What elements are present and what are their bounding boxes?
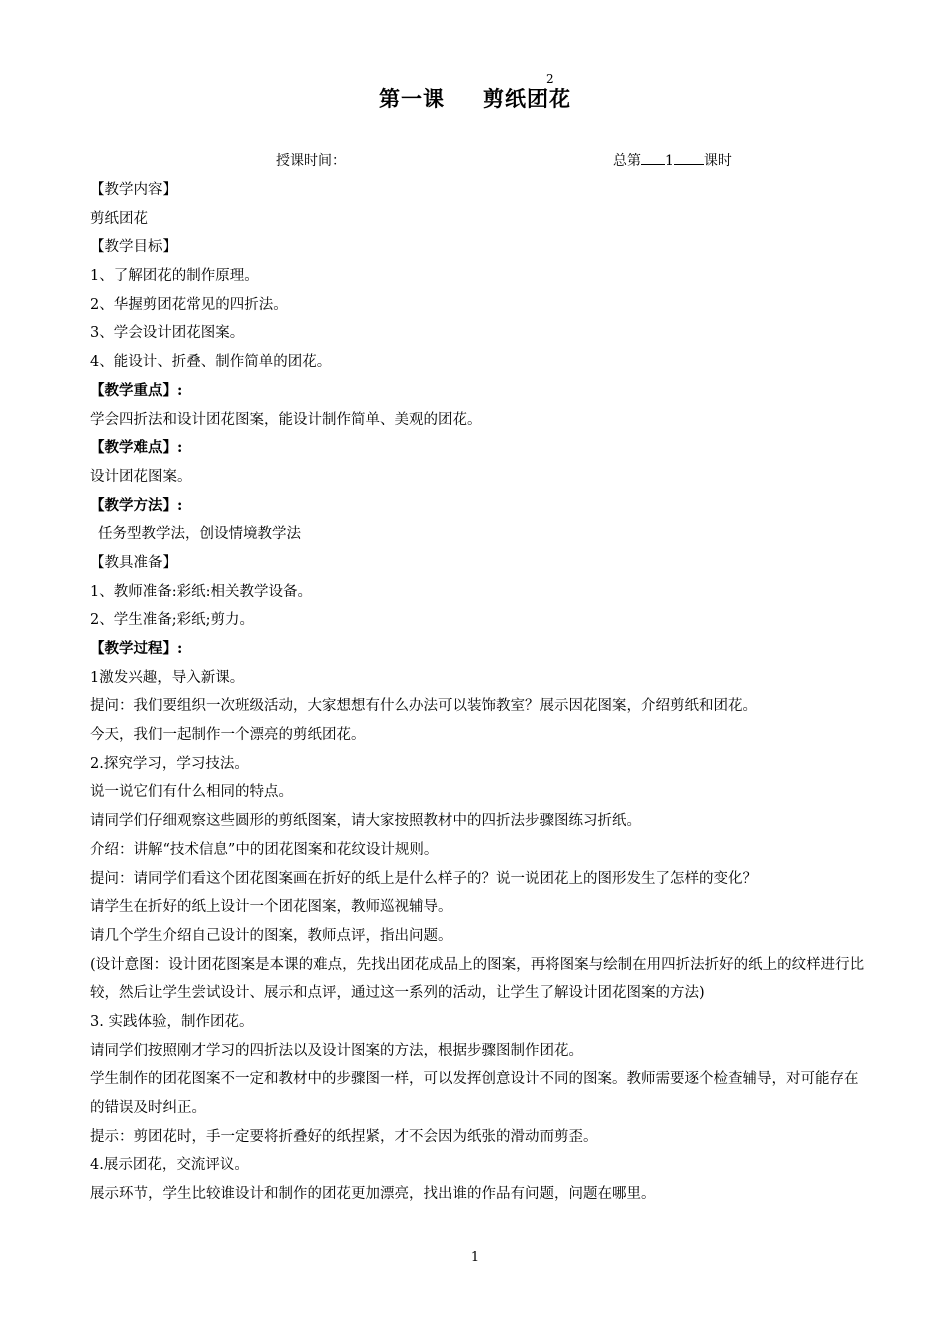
list-item: 2、华握剪团花常见的四折法。 [90, 296, 288, 313]
paragraph: 请同学们仔细观察这些圆形的剪纸图案，请大家按照教材中的四折法步骤图练习折纸。 [90, 813, 641, 830]
lesson-body [90, 176, 870, 1209]
section-heading: 【教学重点】: [90, 381, 183, 399]
step-heading: 3. 实践体验，制作团花。 [90, 1013, 254, 1030]
step-heading: 1激发兴趣，导入新课。 [90, 669, 245, 686]
paragraph: 请几个学生介绍自己设计的图案，教师点评，指出问题。 [90, 927, 453, 944]
step-heading: 4.展示团花，交流评议。 [90, 1157, 249, 1174]
paragraph: 介绍：讲解“技术信息”中的团花图案和花纹设计规则。 [90, 841, 439, 858]
paragraph: 说一说它们有什么相同的特点。 [90, 784, 293, 801]
section-heading: 【教学过程】: [90, 640, 183, 657]
list-item: 2、学生准备;彩纸;剪力。 [90, 612, 254, 629]
design-intent-paragraph: (设计意图：设计团花图案是本课的难点，先找出团花成品上的图案，再将图案与绘制在用四折法折好的纸上的纹样进行比较，然后让学生尝试设计、展示和点评，通过这一系列的活动，让学生了解设计团花图案的方法) [90, 956, 865, 1002]
total-lessons [613, 150, 732, 172]
list-item: 1、教师准备:彩纸:相关教学设备。 [90, 583, 312, 600]
total-blank-right [674, 164, 704, 165]
paragraph: 提问：请同学们看这个团花图案画在折好的纸上是什么样子的？说一说团花上的图形发生了怎样的变化？ [90, 870, 757, 887]
teaching-time-label: 授课时间： [276, 153, 346, 169]
list-item: 4、能设计、折叠、制作简单的团花。 [90, 354, 332, 371]
paragraph: 提示：剪团花时，手一定要将折叠好的纸捏紧，才不会因为纸张的滑动而剪歪。 [90, 1128, 598, 1145]
section-heading: 【教学方法】: [90, 496, 183, 514]
section-heading: 【教学目标】 [90, 239, 177, 256]
superscript-number: 2 [546, 72, 554, 86]
title-lesson-number: 第一课 [379, 87, 445, 111]
paragraph: 请学生在折好的纸上设计一个团花图案，教师巡视辅导。 [90, 899, 453, 916]
total-suffix: 课时 [703, 153, 732, 169]
page-number: 1 [470, 1250, 480, 1265]
meta-row [0, 150, 950, 172]
paragraph: 学会四折法和设计团花图案，能设计制作简单、美观的团花。 [90, 411, 482, 428]
step-heading: 2.探究学习，学习技法。 [90, 755, 249, 772]
list-item: 3、学会设计团花图案。 [90, 325, 245, 342]
paragraph: 学生制作的团花图案不一定和教材中的步骤图一样，可以发挥创意设计不同的图案。教师需要逐个检查辅导，对可能存在的错误及时纠正。 [90, 1071, 859, 1117]
paragraph: 今天，我们一起制作一个漂亮的剪纸团花。 [90, 727, 366, 744]
section-heading: 【教学难点】: [90, 439, 183, 457]
page-title [0, 84, 950, 114]
paragraph: 任务型教学法，创设情境教学法 [98, 526, 301, 543]
total-prefix: 总第 [613, 153, 641, 169]
paragraph: 提问：我们要组织一次班级活动，大家想想有什么办法可以装饰教室？展示因花图案，介绍剪纸和团花。 [90, 698, 757, 715]
paragraph: 剪纸团花 [90, 210, 148, 227]
section-heading: 【教学内容】 [90, 182, 177, 198]
title-lesson-name: 剪纸团花 [483, 87, 571, 111]
section-heading: 【教具准备】 [90, 554, 177, 571]
paragraph: 请同学们按照刚才学习的四折法以及设计图案的方法，根据步骤图制作团花。 [90, 1042, 583, 1059]
paragraph: 展示环节，学生比较谁设计和制作的团花更加漂亮，找出谁的作品有问题，问题在哪里。 [90, 1186, 656, 1203]
total-value: 1 [665, 153, 674, 169]
paragraph: 设计团花图案。 [90, 468, 192, 485]
list-item: 1、了解团花的制作原理。 [90, 268, 259, 285]
total-blank-left [641, 164, 665, 165]
